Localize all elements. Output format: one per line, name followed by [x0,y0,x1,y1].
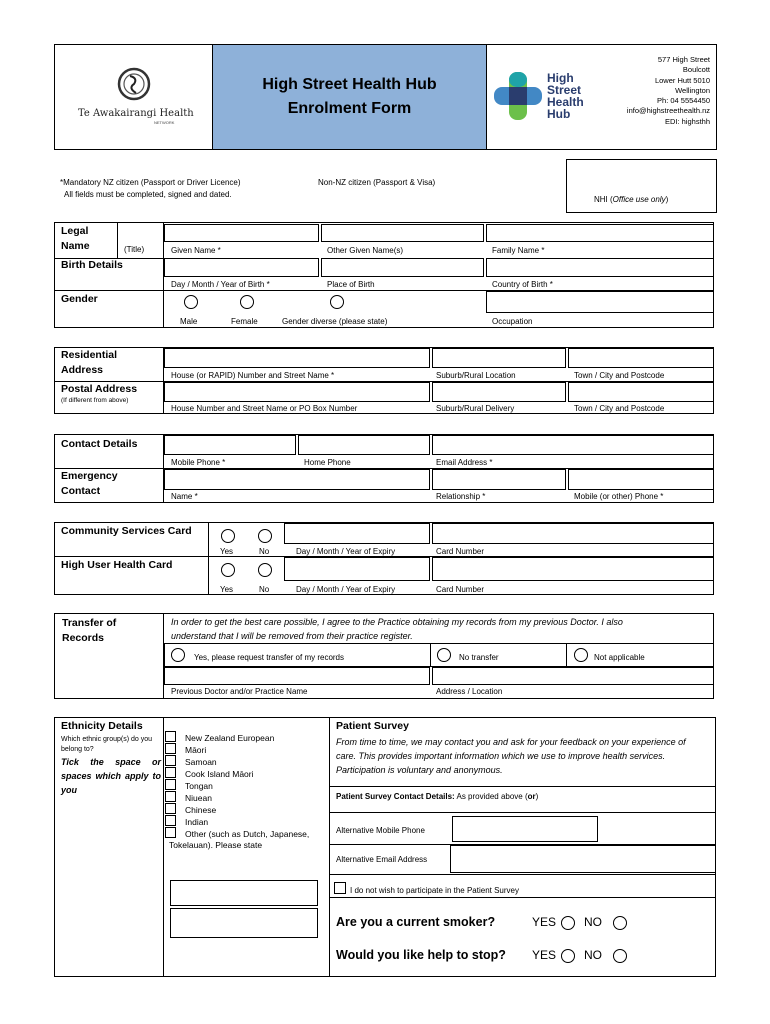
address-line: 577 High Street [657,55,710,64]
address-line: Ph: 04 5554450 [657,96,710,106]
transfer-na-label: Not applicable [594,653,645,662]
email-caption: Email Address * [436,458,493,467]
smoker-yes-radio[interactable] [561,916,575,930]
ethnicity-option: Indian [185,817,209,827]
ethnicity-option: Chinese [185,805,217,815]
res-town-field[interactable] [568,348,714,368]
mobile-field[interactable] [164,435,296,455]
post-town-field[interactable] [568,382,714,402]
other-given-field[interactable] [321,224,484,242]
birth-details-label: Birth Details [61,259,123,271]
ethnicity-checkbox[interactable] [165,815,176,826]
ethnicity-other-field-1[interactable] [170,880,318,906]
survey-contact-label: Patient Survey Contact Details: As provided above (or) [336,792,539,801]
csc-expiry-caption: Day / Month / Year of Expiry [296,547,396,556]
gender-female-radio[interactable] [240,295,254,309]
ethnicity-option: Cook Island Māori [185,769,254,779]
postal-label: Postal Address [61,383,138,395]
dob-field[interactable] [164,258,319,277]
address-line: Wellington [675,85,710,95]
help-no-radio[interactable] [613,949,627,963]
survey-optout-checkbox[interactable] [334,882,346,894]
ethnicity-checkbox[interactable] [165,755,176,766]
csc-no-label: No [259,547,270,556]
ethnicity-other-line2: Tokelauan). Please state [169,840,263,850]
home-phone-field[interactable] [298,435,430,455]
practice-address [600,55,710,127]
ethnicity-title: Ethnicity Details [61,720,143,732]
emergency-label: Emergency Contact [61,470,118,497]
csc-label: Community Services Card [61,525,192,537]
transfer-no-radio[interactable] [437,648,451,662]
postal-note: (If different from above) [61,397,129,404]
alt-email-label: Alternative Email Address [336,855,428,864]
ethnicity-checkbox[interactable] [165,803,176,814]
huhc-no-label: No [259,585,270,594]
emergency-name-field[interactable] [164,469,430,490]
hub-logo [492,70,602,126]
csc-expiry-field[interactable] [284,523,430,544]
huhc-number-caption: Card Number [436,585,485,594]
gender-male-label: Male [180,317,198,326]
emergency-phone-field[interactable] [568,469,714,490]
help-question: Would you like help to stop? [336,948,506,962]
ethnicity-question: Which ethnic group(s) do you belong to? [61,736,153,753]
huhc-label: High User Health Card [61,559,173,571]
hub-cross-icon [492,70,544,122]
alt-email-field[interactable] [450,845,716,873]
post-street-caption: House Number and Street Name or PO Box Number [171,404,358,413]
ethnicity-checkbox[interactable] [165,767,176,778]
legal-name-label: Legal Name [61,225,90,252]
address-edi: EDI: highsthh [664,116,710,126]
tan-logo-icon [60,64,210,104]
csc-number-field[interactable] [432,523,714,544]
ethnicity-options [185,732,309,840]
home-phone-caption: Home Phone [304,458,351,467]
csc-no-radio[interactable] [258,529,272,543]
relationship-caption: Relationship * [436,492,486,501]
emergency-name-caption: Name * [171,492,198,501]
huhc-expiry-field[interactable] [284,557,430,581]
alt-mobile-label: Alternative Mobile Phone [336,826,425,835]
gender-female-label: Female [231,317,258,326]
tan-logo [60,64,210,134]
place-of-birth-caption: Place of Birth [327,280,375,289]
transfer-label: Transfer of Records [62,617,117,644]
survey-optout-label: I do not wish to participate in the Patient Survey [350,886,519,895]
prev-doctor-field[interactable] [164,667,430,685]
post-town-caption: Town / City and Postcode [574,404,665,413]
country-of-birth-caption: Country of Birth * [492,280,553,289]
ethnicity-other-field-2[interactable] [170,908,318,938]
title-label: (Title) [124,245,145,254]
transfer-na-radio[interactable] [574,648,588,662]
gender-male-radio[interactable] [184,295,198,309]
form-title-line2: Enrolment Form [287,100,412,117]
given-name-caption: Given Name * [171,246,221,255]
ethnicity-checkbox[interactable] [165,731,176,742]
post-suburb-caption: Suburb/Rural Delivery [436,404,515,413]
res-town-caption: Town / City and Postcode [574,371,665,380]
post-suburb-field[interactable] [432,382,566,402]
nhi-box[interactable] [566,159,717,213]
other-given-caption: Other Given Name(s) [327,246,404,255]
ethnicity-option: Niuean [185,793,212,803]
ethnicity-option: Samoan [185,757,217,767]
prev-address-field[interactable] [432,667,714,685]
form-title-line1: High Street Health Hub [262,76,437,93]
transfer-yes-radio[interactable] [171,648,185,662]
address-line: Lower Hutt 5010 [654,75,710,85]
huhc-yes-label: Yes [220,585,234,594]
huhc-number-field[interactable] [432,557,714,581]
tan-logo-text: Te Awakairangi Health [78,108,194,119]
transfer-yes-label: Yes, please request transfer of my records [194,653,344,662]
post-street-field[interactable] [164,382,430,402]
nhi-label: NHI (Office use only) [594,195,669,204]
prev-doctor-caption: Previous Doctor and/or Practice Name [171,687,308,696]
ethnicity-option: Tongan [185,781,213,791]
huhc-expiry-caption: Day / Month / Year of Expiry [296,585,396,594]
given-name-field[interactable] [164,224,319,242]
res-suburb-field[interactable] [432,348,566,368]
gender-diverse-radio[interactable] [330,295,344,309]
relationship-field[interactable] [432,469,566,490]
csc-yes-radio[interactable] [221,529,235,543]
huhc-yes-radio[interactable] [221,563,235,577]
ethnicity-instruction: Tick the space or spaces which apply to you [61,757,161,795]
transfer-no-label: No transfer [459,653,499,662]
gender-label: Gender [61,293,98,305]
family-name-caption: Family Name * [492,246,545,255]
residential-label: Residential Address [61,349,118,376]
res-street-caption: House (or RAPID) Number and Street Name * [171,371,335,380]
place-of-birth-field[interactable] [321,258,484,277]
survey-text: From time to time, we may contact you and ask for your feedback on your experience of care. This provides important information which we use to improve health services. Participation is voluntary and anonymous. [336,737,686,775]
tan-logo-sub: NETWORK [154,120,175,125]
dob-caption: Day / Month / Year of Birth * [171,280,270,289]
occupation-field[interactable] [486,291,714,313]
help-yes-radio[interactable] [561,949,575,963]
country-of-birth-field[interactable] [486,258,714,277]
survey-title: Patient Survey [336,720,409,732]
huhc-no-radio[interactable] [258,563,272,577]
ethnicity-option: Other (such as Dutch, Japanese, [185,829,310,839]
hub-logo-text-2: Street [547,83,582,97]
alt-mobile-field[interactable] [452,816,598,842]
complete-note: All fields must be completed, signed and dated. [64,190,232,199]
address-email: info@highstreethealth.nz [626,106,710,116]
ethnicity-option: Māori [185,745,207,755]
res-street-field[interactable] [164,348,430,368]
help-no-label: NO [584,948,602,962]
email-field[interactable] [432,435,714,455]
csc-yes-label: Yes [220,547,234,556]
hub-logo-text-4: Hub [547,107,571,121]
smoker-no-radio[interactable] [613,916,627,930]
smoker-yes-label: YES [532,915,557,929]
smoker-no-label: NO [584,915,602,929]
mobile-caption: Mobile Phone * [171,458,226,467]
contact-details-label: Contact Details [61,438,138,450]
prev-address-caption: Address / Location [436,687,503,696]
hub-logo-text-1: High [547,71,574,85]
mandatory-note: *Mandatory NZ citizen (Passport or Driver Licence) [60,178,241,187]
ethnicity-checkbox[interactable] [165,779,176,790]
gender-diverse-label: Gender diverse (please state) [282,317,388,326]
ethnicity-checkbox[interactable] [165,743,176,754]
ethnicity-checkbox[interactable] [165,791,176,802]
occupation-caption: Occupation [492,317,533,326]
csc-number-caption: Card Number [436,547,485,556]
smoker-question: Are you a current smoker? [336,915,496,929]
hub-logo-text-3: Health [547,95,584,109]
ethnicity-checkbox[interactable] [165,827,176,838]
family-name-field[interactable] [486,224,714,242]
title-panel [212,45,487,149]
help-yes-label: YES [532,948,557,962]
ethnicity-option: New Zealand European [185,733,275,743]
non-nz-note: Non-NZ citizen (Passport & Visa) [318,178,436,187]
address-line: Boulcott [682,65,710,75]
emergency-phone-caption: Mobile (or other) Phone * [574,492,664,501]
transfer-text-2: understand that I will be removed from their practice register. [171,631,413,641]
transfer-text-1: In order to get the best care possible, I agree to the Practice obtaining my records from my previous Doctor. I also [171,617,623,627]
res-suburb-caption: Suburb/Rural Location [436,371,516,380]
